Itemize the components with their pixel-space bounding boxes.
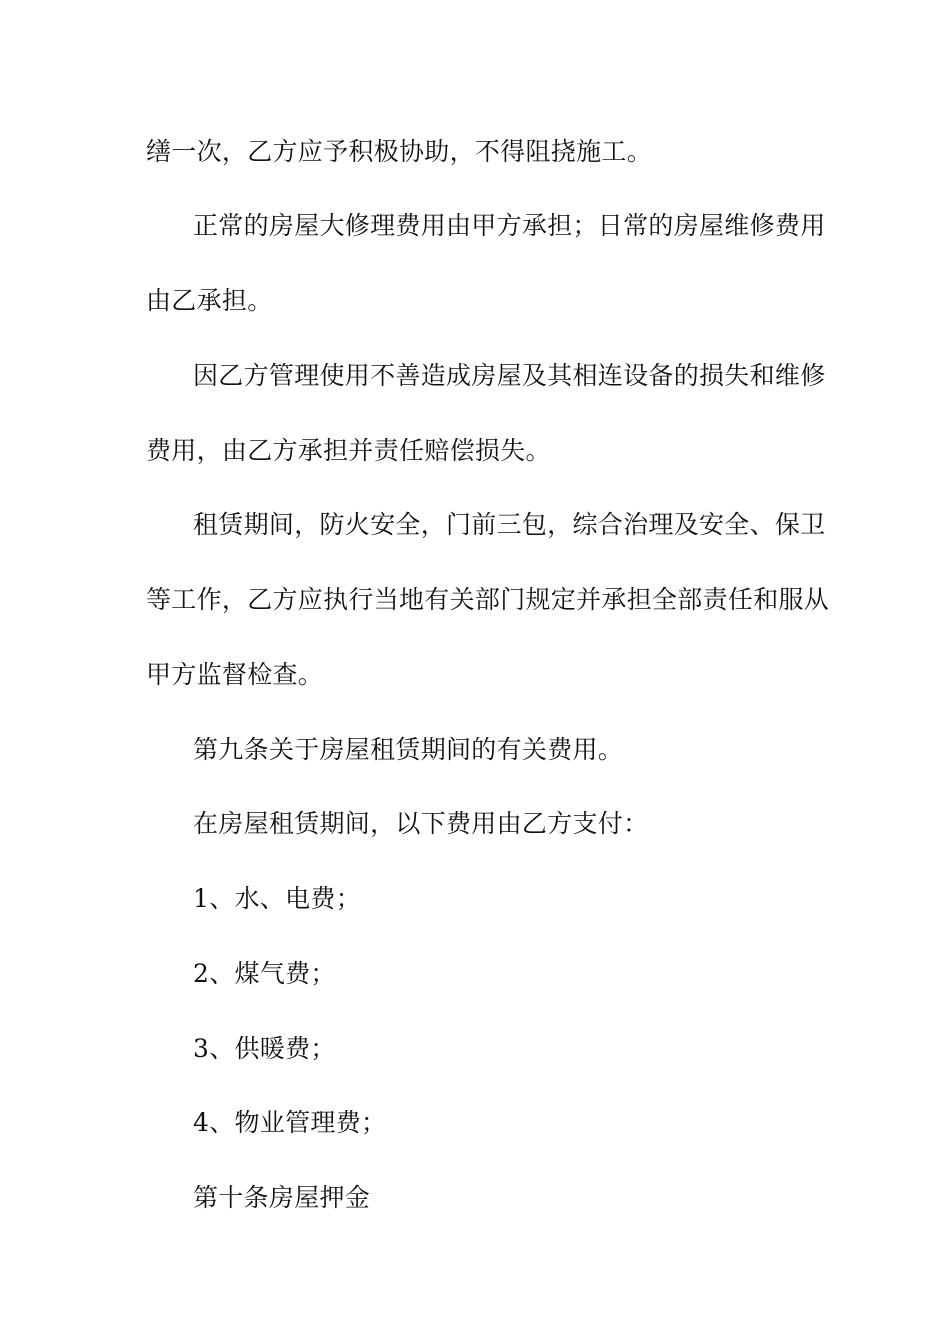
- list-item: 3、供暖费；: [193, 1034, 336, 1063]
- paragraph-line: 在房屋租赁期间，以下费用由乙方支付：: [193, 809, 649, 838]
- text-line: 等工作，乙方应执行当地有关部门规定并承担全部责任和服从: [146, 585, 830, 614]
- text-line: 甲方监督检查。: [146, 660, 324, 689]
- paragraph-line: 正常的房屋大修理费用由甲方承担；日常的房屋维修费用: [193, 211, 826, 240]
- paragraph-line: 租赁期间，防火安全，门前三包，综合治理及安全、保卫: [193, 510, 826, 539]
- text-line: 缮一次，乙方应予积极协助，不得阻挠施工。: [146, 137, 653, 166]
- article-heading: 第九条关于房屋租赁期间的有关费用。: [193, 735, 624, 764]
- text-line: 费用，由乙方承担并责任赔偿损失。: [146, 436, 551, 465]
- article-heading: 第十条房屋押金: [193, 1183, 371, 1212]
- list-item: 4、物业管理费；: [193, 1108, 387, 1137]
- list-item: 2、煤气费；: [193, 959, 336, 988]
- list-item: 1、水、电费；: [193, 884, 362, 913]
- text-line: 由乙承担。: [146, 286, 273, 315]
- paragraph-line: 因乙方管理使用不善造成房屋及其相连设备的损失和维修: [193, 361, 826, 390]
